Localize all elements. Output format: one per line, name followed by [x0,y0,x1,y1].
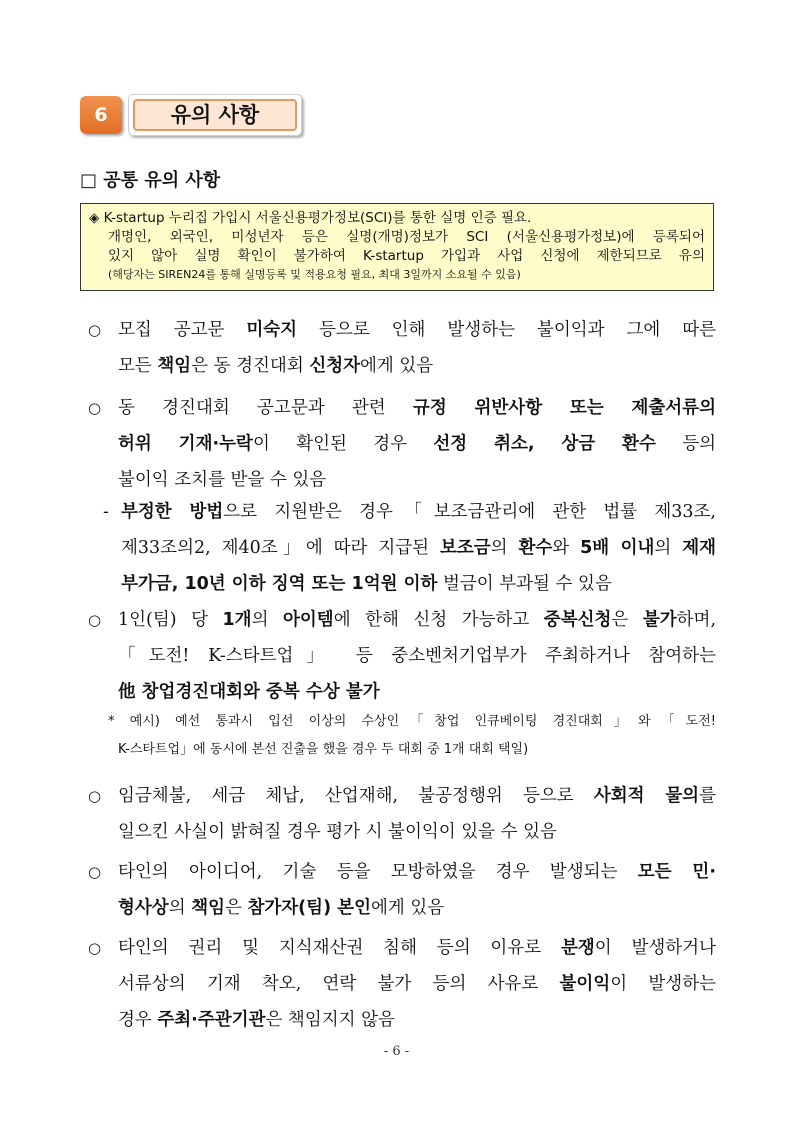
example-note [108,708,716,764]
item-4-line-2: 일으킨 사실이 밝혀질 경우 평가 시 불이익이 있을 수 있음 [118,822,557,842]
item-5 [88,854,716,926]
item-2-line-3: 불이익 조치를 받을 수 있음 [118,470,327,490]
section-title: 유의 사항 [133,99,297,131]
note-line-2: K-스타트업」에 동시에 본선 진출을 했을 경우 두 대회 중 1개 대회 택일) [118,742,529,757]
bullet-circle: ○ [88,321,102,339]
item-1 [88,312,716,384]
item-2 [88,390,716,498]
item-2-line-2: 허위 기재·누락이 확인된 경우 선정 취소, 상금 환수 등의 [118,434,717,454]
item-2-line-1: 동 경진대회 공고문과 관련 규정 위반사항 또는 제출서류의 [118,398,716,418]
notice-box [80,203,714,291]
item-5-line-2: 형사상의 책임은 참가자(팀) 본인에게 있음 [118,898,445,918]
note-line-1: * 예시) 예선 통과시 입선 이상의 수상인「창업 인큐베이팅 경진대회」와「도전! [108,714,716,729]
bullet-circle: ○ [88,939,102,957]
item-3 [88,602,716,710]
page-number: - 6 - [383,1044,410,1059]
item-6-line-2: 서류상의 기재 착오, 연락 불가 등의 사유로 불이익이 발생하는 [118,974,716,994]
bullet-circle: ○ [88,863,102,881]
item-6-line-3: 경우 주최·주관기관은 책임지지 않음 [118,1010,395,1030]
dash-line-3: 부가금, 10년 이하 징역 또는 1억원 이하 벌금이 부과될 수 있음 [121,574,612,594]
item-3-line-2: 「도전! K-스타트업」 등 중소벤처기업부가 주최하거나 참여하는 [118,646,716,666]
item-3-line-1: 1인(팀) 당 1개의 아이템에 한해 신청 가능하고 중복신청은 불가하며, [118,610,717,630]
dash-line-2: 제33조의2, 제40조」에 따라 지급된 보조금의 환수와 5배 이내의 제재 [121,538,717,558]
dash-line-1: 부정한 방법으로 지원받은 경우「보조금관리에 관한 법률 제33조, [121,502,716,522]
item-1-line-1: 모집 공고문 미숙지 등으로 인해 발생하는 불이익과 그에 따른 [118,320,716,340]
sub-item-dash [103,494,716,602]
notice-line-3: 있지 않아 실명 확인이 불가하여 K-startup 가입과 사업 신청에 제한되므로 유의 [108,248,705,264]
notice-line-4: (해당자는 SIREN24를 통해 실명등록 및 적용요청 필요, 최대 3일까지 소요될 수 있음) [108,268,521,281]
bullet-circle: ○ [88,611,102,629]
item-6 [88,930,716,1038]
item-5-line-1: 타인의 아이디어, 기술 등을 모방하였을 경우 발생되는 모든 민· [118,862,716,882]
bullet-circle: ○ [88,787,102,805]
item-4-line-1: 임금체불, 세금 체납, 산업재해, 불공정행위 등으로 사회적 물의를 [118,786,716,806]
notice-line-1: ◈ K-startup 누리집 가입시 서울신용평가정보(SCI)를 통한 실명 인증 필요. [89,210,532,226]
notice-line-2: 개명인, 외국인, 미성년자 등은 실명(개명)정보가 SCI (서울신용평가정보)에 등록되어 [108,229,705,245]
subheading: □ 공통 유의 사항 [80,170,221,191]
item-4 [88,778,716,850]
section-title-box [128,94,302,136]
item-6-line-1: 타인의 권리 및 지식재산권 침해 등의 이유로 분쟁이 발생하거나 [118,938,716,958]
bullet-circle: ○ [88,399,102,417]
item-3-line-3: 他 창업경진대회와 중복 수상 불가 [118,682,380,702]
dash-mark: - [103,502,109,522]
section-number-badge: 6 [80,96,122,134]
item-1-line-2: 모든 책임은 동 경진대회 신청자에게 있음 [118,356,434,376]
